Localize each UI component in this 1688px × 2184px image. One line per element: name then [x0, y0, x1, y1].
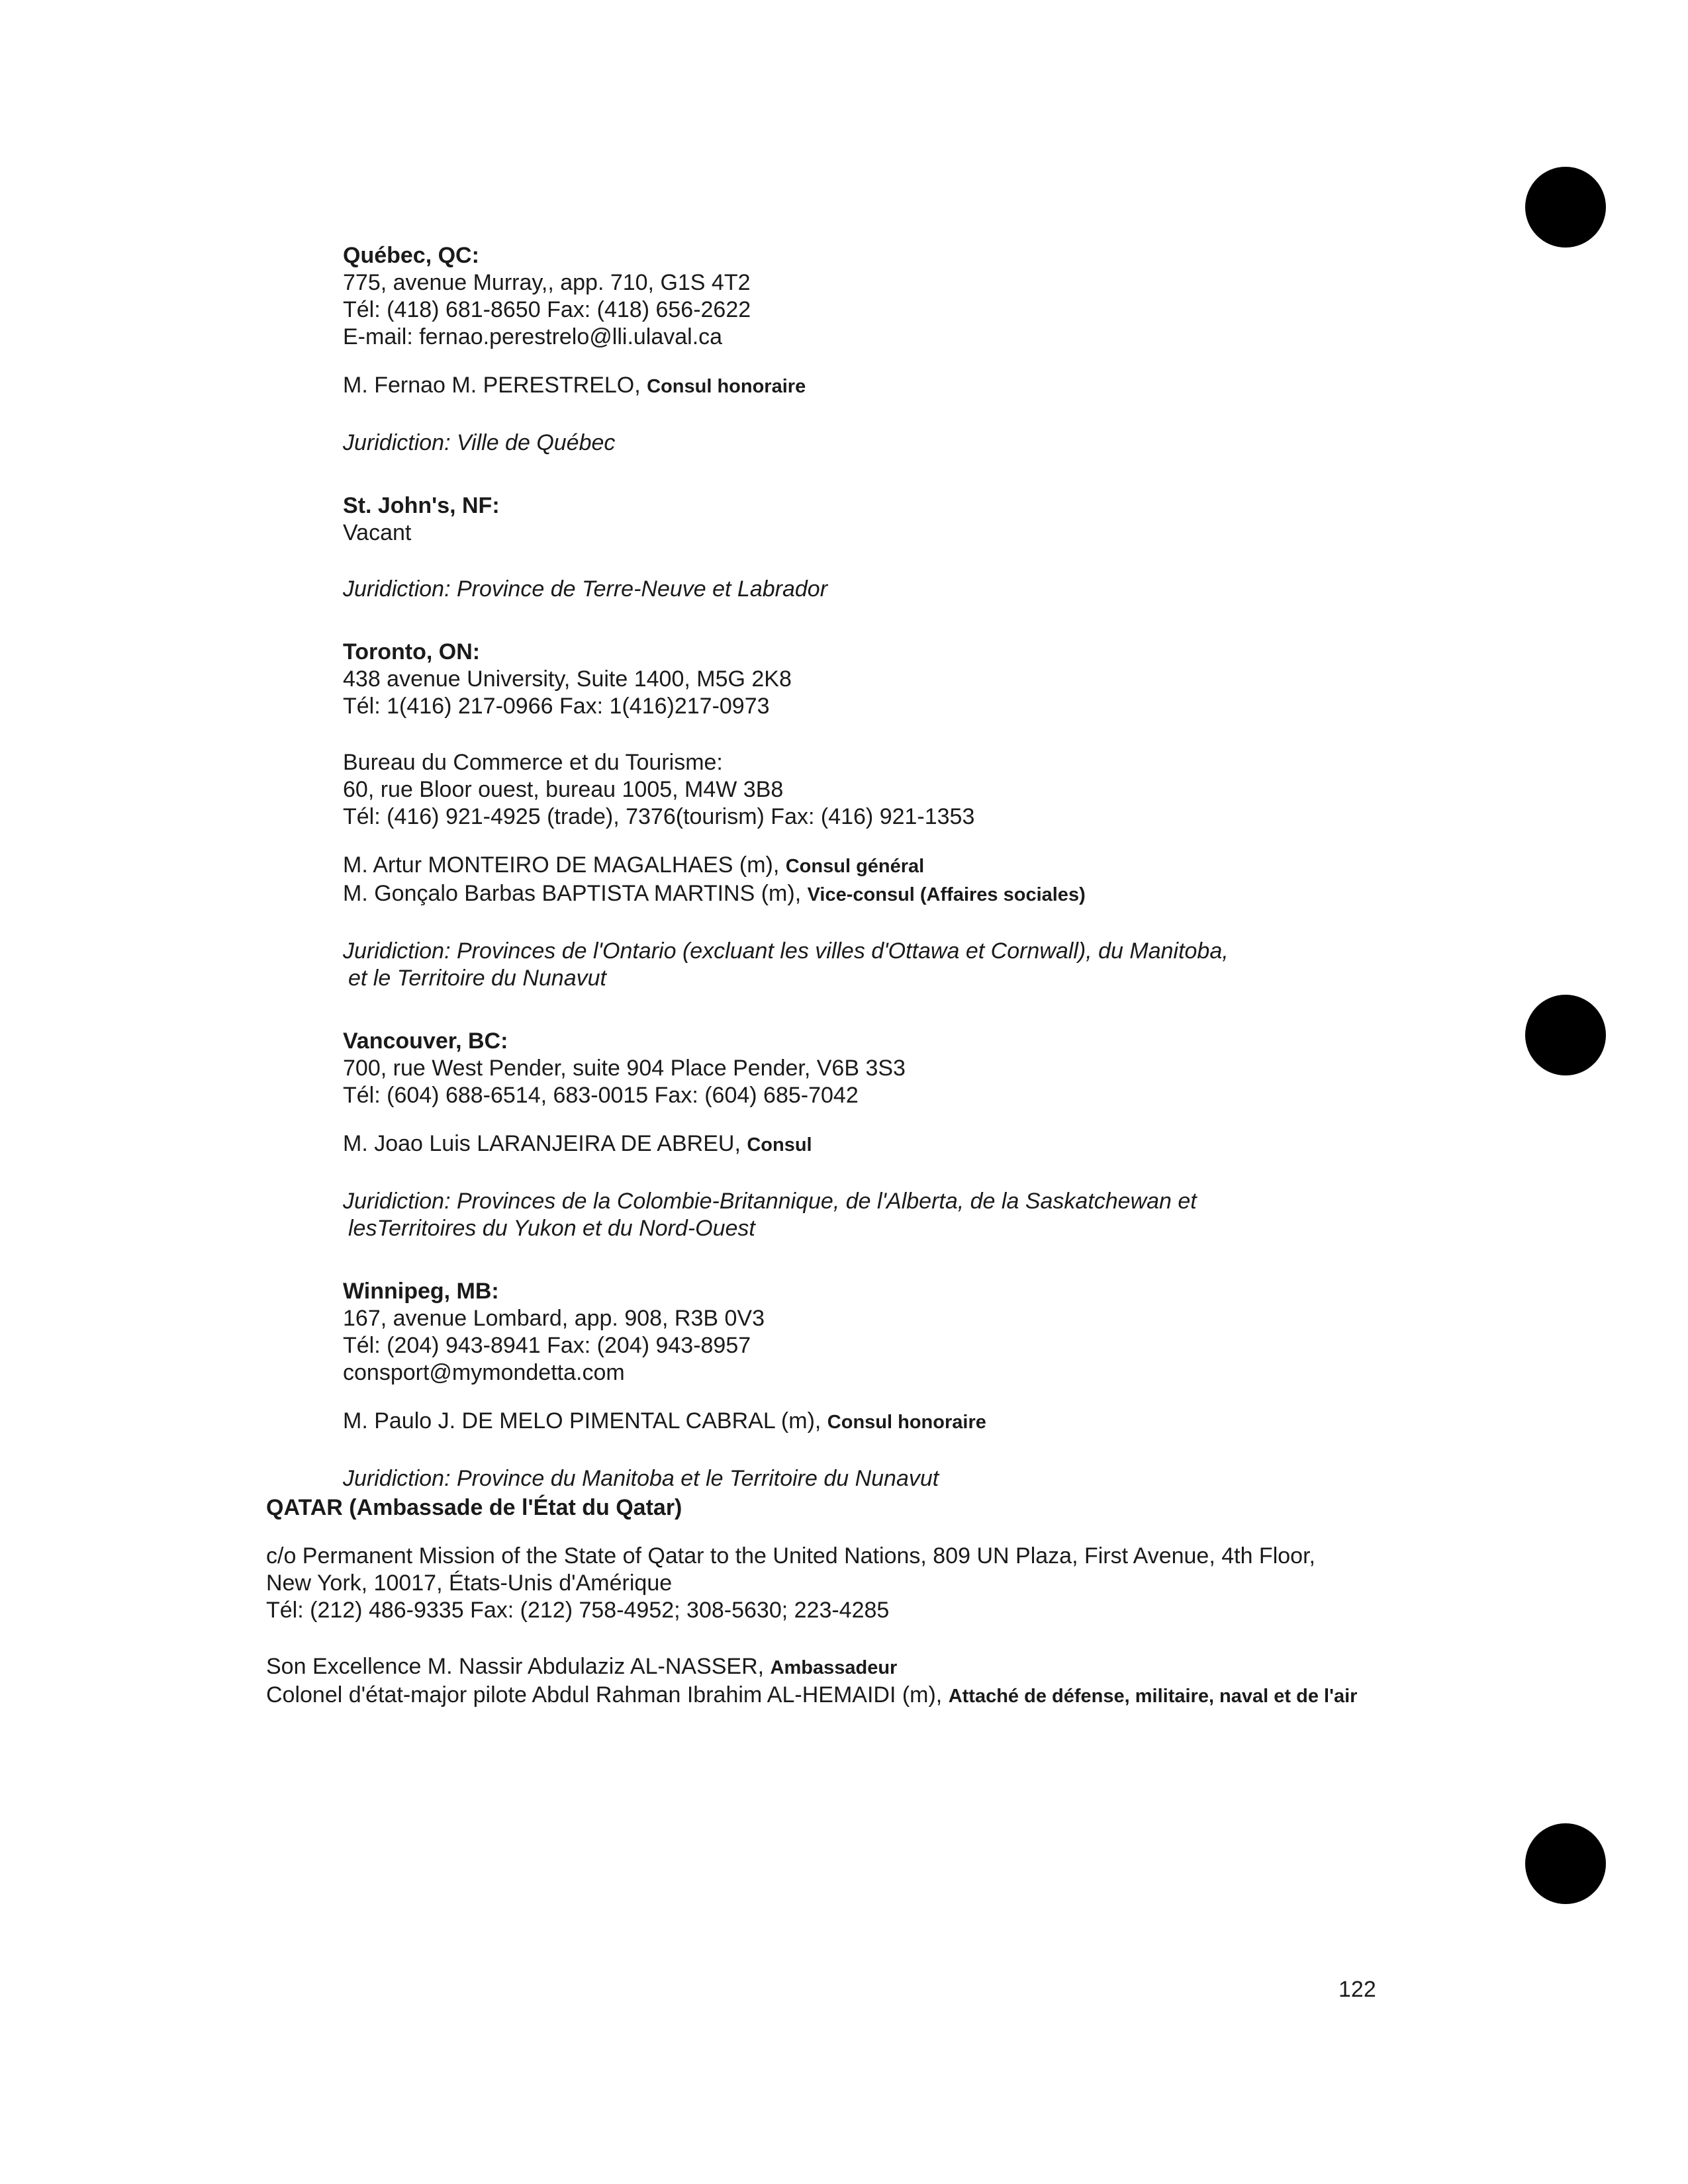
country-heading: QATAR (Ambassade de l'État du Qatar) [266, 1495, 682, 1520]
office-phone: Tél: (416) 921-4925 (trade), 7376(tourism) Fax: (416) 921-1353 [343, 804, 975, 829]
person-title: Consul général [785, 856, 925, 877]
phone-line: Tél: (604) 688-6514, 683-0015 Fax: (604) 685-7042 [343, 1083, 859, 1108]
city-heading: St. John's, NF: [343, 493, 500, 518]
jurisdiction-label: Juridiction: [343, 1189, 457, 1214]
email-line: consport@mymondetta.com [343, 1360, 625, 1385]
person-title: Vice-consul (Affaires sociales) [807, 884, 1086, 905]
jurisdiction [343, 576, 1601, 603]
email-line: E-mail: fernao.perestrelo@lli.ulaval.ca [343, 324, 723, 349]
person-line [343, 1408, 1601, 1436]
address-line: 775, avenue Murray,, app. 710, G1S 4T2 [343, 270, 751, 295]
person-line [266, 1653, 1405, 1682]
person-name: Colonel d'état-major pilote Abdul Rahman Ibrahim AL-HEMAIDI (m), [266, 1682, 949, 1707]
jurisdiction-text: Province du Manitoba et le Territoire du Nunavut [456, 1466, 939, 1491]
person-name: M. Artur MONTEIRO DE MAGALHAES (m), [343, 852, 786, 878]
address-line: New York, 10017, États-Unis d'Amérique [266, 1570, 673, 1596]
person-line [266, 1682, 1405, 1710]
city-heading: Toronto, ON: [343, 639, 481, 664]
jurisdiction-label: Juridiction: [343, 938, 457, 964]
phone-line: Tél: (212) 486-9335 Fax: (212) 758-4952; 308-5630; 223-4285 [266, 1598, 890, 1623]
city-heading: Québec, QC: [343, 243, 479, 268]
jurisdiction-text: Provinces de l'Ontario (excluant les villes d'Ottawa et Cornwall), du Manitoba, [456, 938, 1229, 964]
office-heading: Bureau du Commerce et du Tourisme: [343, 750, 723, 775]
jurisdiction-text: Province de Terre-Neuve et Labrador [456, 576, 828, 602]
jurisdiction [343, 430, 1601, 457]
address-line: Vacant [343, 520, 412, 545]
punch-hole-bottom [1525, 1823, 1606, 1904]
consulate-winnipeg [343, 1278, 1601, 1492]
jurisdiction-label: Juridiction: [343, 430, 457, 455]
jurisdiction-text: Ville de Québec [456, 430, 616, 455]
jurisdiction [343, 1188, 1601, 1215]
address-line: c/o Permanent Mission of the State of Qatar to the United Nations, 809 UN Plaza, First Avenue, 4th Floor, [266, 1543, 1315, 1569]
consulate-st-johns [343, 492, 1601, 603]
phone-line: Tél: (418) 681-8650 Fax: (418) 656-2622 [343, 297, 751, 322]
jurisdiction-label: Juridiction: [343, 576, 457, 602]
person-title: Attaché de défense, militaire, naval et de l'air [948, 1686, 1358, 1707]
consulate-toronto [343, 639, 1601, 992]
jurisdiction-label: Juridiction: [343, 1466, 457, 1491]
consulates-section [343, 242, 1601, 1492]
person-title: Ambassadeur [770, 1657, 898, 1678]
consulate-vancouver [343, 1028, 1601, 1242]
phone-line: Tél: (204) 943-8941 Fax: (204) 943-8957 [343, 1333, 751, 1358]
jurisdiction-continued: lesTerritoires du Yukon et du Nord-Ouest [348, 1216, 755, 1241]
person-line [343, 372, 1601, 400]
person-name: M. Fernao M. PERESTRELO, [343, 373, 647, 398]
jurisdiction [343, 1465, 1601, 1492]
phone-line: Tél: 1(416) 217-0966 Fax: 1(416)217-0973 [343, 694, 770, 719]
qatar-section [266, 1494, 1405, 1710]
jurisdiction [343, 938, 1601, 965]
page-number: 122 [1338, 1977, 1376, 2002]
consulate-quebec [343, 242, 1601, 457]
address-line: 167, avenue Lombard, app. 908, R3B 0V3 [343, 1306, 765, 1331]
person-name: Son Excellence M. Nassir Abdulaziz AL-NASSER, [266, 1654, 771, 1679]
person-line [343, 880, 1601, 909]
jurisdiction-text: Provinces de la Colombie-Britannique, de l'Alberta, de la Saskatchewan et [456, 1189, 1197, 1214]
person-title: Consul [747, 1134, 812, 1156]
jurisdiction-continued: et le Territoire du Nunavut [348, 966, 606, 991]
person-name: M. Joao Luis LARANJEIRA DE ABREU, [343, 1131, 747, 1156]
person-name: M. Gonçalo Barbas BAPTISTA MARTINS (m), [343, 881, 808, 906]
person-line [343, 852, 1601, 880]
city-heading: Vancouver, BC: [343, 1028, 508, 1054]
address-line: 700, rue West Pender, suite 904 Place Pender, V6B 3S3 [343, 1056, 906, 1081]
office-address: 60, rue Bloor ouest, bureau 1005, M4W 3B8 [343, 777, 784, 802]
address-line: 438 avenue University, Suite 1400, M5G 2K8 [343, 666, 792, 692]
punch-hole-top [1525, 167, 1606, 248]
city-heading: Winnipeg, MB: [343, 1279, 499, 1304]
person-line [343, 1130, 1601, 1159]
person-title: Consul honoraire [827, 1412, 986, 1433]
person-title: Consul honoraire [647, 376, 806, 397]
person-name: M. Paulo J. DE MELO PIMENTAL CABRAL (m), [343, 1408, 827, 1433]
